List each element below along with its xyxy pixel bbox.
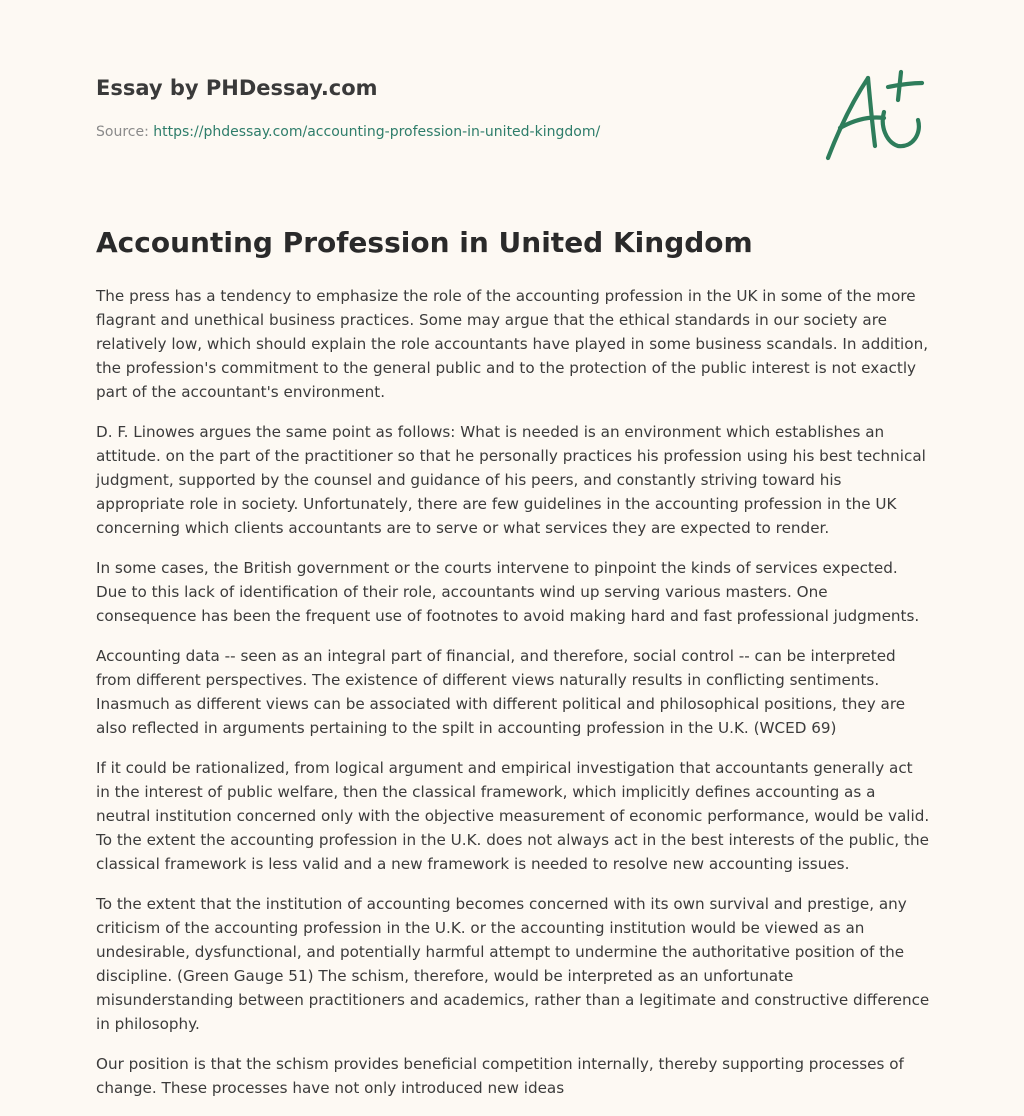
source-line — [96, 124, 600, 140]
essay-paragraph: Our position is that the schism provides beneficial competition internally, thereby supporting processes of change. These processes have not only introduced new ideas — [96, 1055, 904, 1097]
source-link[interactable]: https://phdessay.com/accounting-profession-in-united-kingdom/ — [153, 124, 601, 140]
source-label: Source: — [96, 124, 154, 140]
essay-body — [96, 284, 930, 1116]
essay-paragraph: Accounting data -- seen as an integral part of financial, and therefore, social control -- can be interpreted from different perspectives. The existence of different views naturally results in conflicting sentiments. Inasmuch as different views can be associated with different political and philosophical positions, they are also reflected in arguments pertaining to the spilt in accounting profession in the U.K. (WCED 69) — [96, 647, 906, 737]
essay-paragraph: If it could be rationalized, from logical argument and empirical investigation that accountants generally act in the interest of public welfare, then the classical framework, which implicitly defines accounting as a neutral institution concerned only with the objective measurement of economic performance, would be valid. To the extent the accounting profession in the U.K. does not always act in the best interests of the public, the classical framework is less valid and a new framework is needed to resolve new accounting issues. — [96, 759, 930, 873]
essay-paragraph: To the extent that the institution of accounting becomes concerned with its own survival and prestige, any criticism of the accounting profession in the U.K. or the accounting institution would be viewed as an undesirable, dysfunctional, and potentially harmful attempt to undermine the authoritative position of the discipline. (Green Gauge 51) The schism, therefore, would be interpreted as an unfortunate misunderstanding between practitioners and academics, rather than a legitimate and constructive difference in philosophy. — [96, 895, 930, 1033]
site-brand: Essay by PHDessay.com — [96, 76, 378, 100]
a-plus-logo-icon — [822, 66, 930, 164]
essay-paragraph: The press has a tendency to emphasize the role of the accounting profession in the UK in some of the more flagrant and unethical business practices. Some may argue that the ethical standards in our society are relatively low, which should explain the role accountants have played in some business scandals. In addition, the profession's commitment to the general public and to the protection of the public interest is not exactly part of the accountant's environment. — [96, 287, 929, 401]
essay-paragraph: In some cases, the British government or the courts intervene to pinpoint the kinds of services expected. Due to this lack of identification of their role, accountants wind up serving various masters. One consequence has been the frequent use of footnotes to avoid making hard and fast professional judgments. — [96, 559, 920, 625]
essay-title: Accounting Profession in United Kingdom — [96, 226, 753, 259]
essay-paragraph: D. F. Linowes argues the same point as follows: What is needed is an environment which establishes an attitude. on the part of the practitioner so that he personally practices his profession using his best technical judgment, supported by the counsel and guidance of his peers, and constantly striving toward his appropriate role in society. Unfortunately, there are few guidelines in the accounting profession in the UK concerning which clients accountants are to serve or what services they are expected to render. — [96, 423, 926, 537]
